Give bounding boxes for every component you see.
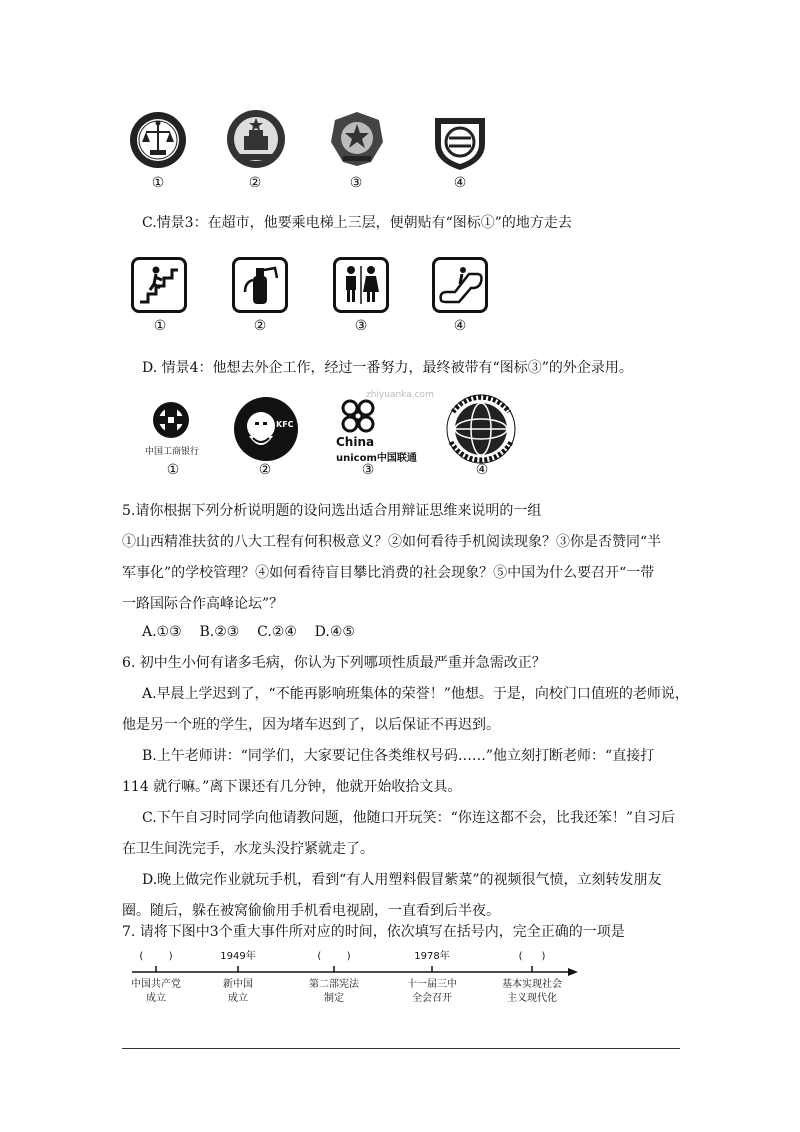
stairs-icon — [131, 257, 187, 313]
timeline-event-2-line2: 成立 — [228, 993, 248, 1004]
q6-option-d-line1: D.晚上做完作业就玩手机，看到“有人用塑料假冒紫菜”的视频很气愤，立刻转发朋友 — [142, 872, 662, 888]
row3-label-2: ② — [258, 462, 272, 478]
timeline-event-3-line1: 第二部宪法 — [309, 979, 359, 990]
row1-label-1: ① — [151, 175, 165, 191]
item-c-text: C.情景3：在超市，他要乘电梯上三层，便朝贴有“图标①”的地方走去 — [142, 215, 572, 231]
tax-emblem-icon — [429, 110, 491, 176]
timeline-event-3-line2: 制定 — [324, 993, 344, 1004]
q5-line-1: ①山西精准扶贫的八大工程有何积极意义？②如何看待手机阅读现象？③你是否赞同“半 — [122, 534, 662, 550]
q6-option-d-line2: 圈。随后，躲在被窝偷偷用手机看电视剧，一直看到后半夜。 — [122, 903, 500, 919]
row1-label-4: ④ — [453, 175, 467, 191]
icbc-logo-icon — [151, 400, 191, 444]
q5-options: A.①③ B.②③ C.②④ D.④⑤ — [142, 624, 355, 640]
timeline-event-5-line1: 基本实现社会 — [502, 979, 562, 990]
q6-option-b-line2: 114 就行嘛。”离下课还有几分钟，他就开始收拾文具。 — [122, 779, 462, 795]
escalator-icon — [432, 257, 488, 313]
china-telecom-globe-icon — [441, 392, 521, 470]
watermark-text: zhiyuanka.com — [366, 390, 434, 400]
timeline-event-2-line1: 新中国 — [223, 979, 253, 990]
q6-option-b-line1: B.上午老师讲：“同学们，大家要记住各类维权号码……”他立刻打断老师：“直接打 — [142, 748, 655, 764]
row2-label-2: ② — [253, 318, 267, 334]
timeline-arrow — [568, 968, 578, 976]
timeline-top-2: 1949年 — [220, 951, 256, 962]
icbc-name: 中国工商银行 — [144, 447, 199, 457]
row2-label-1: ① — [153, 318, 167, 334]
timeline-event-4-line2: 全会召开 — [412, 993, 452, 1004]
kfc-logo-icon — [233, 396, 299, 466]
timeline-top-3: ( ) — [317, 951, 351, 962]
q7-stem: 7. 请将下图中3个重大事件所对应的时间，依次填写在括号内，完全正确的一项是 — [122, 924, 625, 940]
q6-option-c-line2: 在卫生间洗完手，水龙头没拧紧就走了。 — [122, 841, 374, 857]
timeline-event-4-line1: 十一届三中 — [407, 979, 457, 990]
q6-option-a-line2: 他是另一个班的学生，因为堵车迟到了，以后保证不再迟到。 — [122, 717, 500, 733]
timeline-event-1-line1: 中国共产党 — [131, 979, 181, 990]
timeline-event-1-line2: 成立 — [146, 993, 166, 1004]
q5-line-3: 一路国际合作高峰论坛”？ — [122, 596, 284, 612]
unicom-text-china: China — [336, 435, 375, 449]
timeline-top-4: 1978年 — [414, 951, 450, 962]
page-footer-rule — [122, 1048, 680, 1049]
row2-label-4: ④ — [453, 318, 467, 334]
row3-label-4: ④ — [475, 462, 489, 478]
q6-option-a-line1: A.早晨上学迟到了，“不能再影响班集体的荣誉！”他想。于是，向校门口值班的老师说， — [142, 686, 689, 702]
row3-label-3: ③ — [361, 462, 375, 478]
restroom-icon — [333, 257, 389, 313]
item-d-text: D. 情景4：他想去外企工作，经过一番努力，最终被带有“图标③”的外企录用。 — [142, 360, 633, 376]
kfc-text: KFC — [276, 420, 294, 429]
row2-label-3: ③ — [354, 318, 368, 334]
timeline-diagram — [120, 942, 580, 1012]
fire-extinguisher-icon — [232, 257, 288, 313]
q5-stem: 5.请你根据下列分析说明题的设问选出适合用辩证思维来说明的一组 — [122, 503, 542, 519]
row3-label-1: ① — [166, 462, 180, 478]
china-unicom-logo-icon — [336, 398, 380, 438]
timeline-event-5-line2: 主义现代化 — [507, 993, 557, 1004]
q5-line-2: 军事化”的学校管理？④如何看待盲目攀比消费的社会现象？⑤中国为什么要召开“一带 — [122, 565, 655, 581]
timeline-top-5: ( ) — [518, 951, 546, 962]
timeline-top-1: ( ) — [139, 951, 173, 962]
court-emblem-icon — [128, 110, 188, 174]
q6-option-c-line1: C.下午自习时同学向他请教问题，他随口开玩笑：“你连这都不会，比我还笨！”自习后 — [142, 810, 675, 826]
row1-label-2: ② — [248, 175, 262, 191]
unicom-text-unicom: unicom中国联通 — [336, 453, 417, 464]
q6-stem: 6. 初中生小何有诸多毛病，你认为下列哪项性质最严重并急需改正？ — [122, 655, 546, 671]
police-emblem-icon — [325, 108, 389, 174]
national-emblem-icon — [225, 108, 287, 174]
row1-label-3: ③ — [349, 175, 363, 191]
